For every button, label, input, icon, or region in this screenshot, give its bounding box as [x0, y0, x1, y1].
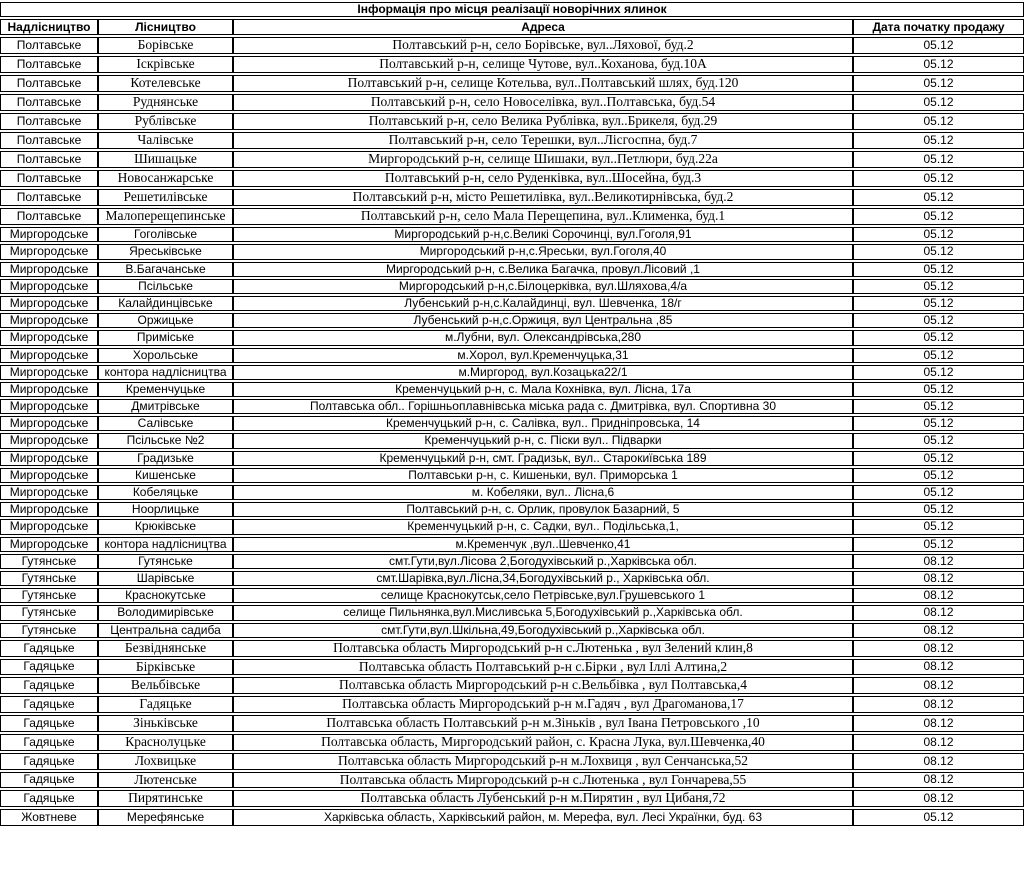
cell-date: 08.12 [853, 588, 1024, 603]
table-row [0, 348, 1024, 363]
cell-nadlisnytstvo: Полтавське [0, 113, 98, 130]
cell-lisnytstvo: Гутянське [98, 554, 233, 569]
cell-lisnytstvo: Малоперещепинське [98, 208, 233, 225]
cell-lisnytstvo: Дмитрівське [98, 399, 233, 414]
cell-address: Полтавський р-н, селище Чутове, вул..Коханова, буд.10А [233, 56, 853, 73]
cell-address: Полтавська область, Миргородський район, с. Красна Лука, вул.Шевченка,40 [233, 734, 853, 751]
cell-nadlisnytstvo: Полтавське [0, 94, 98, 111]
cell-lisnytstvo: Кобеляцьке [98, 485, 233, 500]
cell-address: Полтавська область Лубенський р-н м.Пирятин , вул Цибаня,72 [233, 790, 853, 807]
cell-nadlisnytstvo: Полтавське [0, 37, 98, 54]
cell-lisnytstvo: Іскрівське [98, 56, 233, 73]
table-row [0, 537, 1024, 552]
cell-address: Полтавський р-н, село Новоселівка, вул..Полтавська, буд.54 [233, 94, 853, 111]
cell-nadlisnytstvo: Полтавське [0, 132, 98, 149]
column-header-lisnytstvo: Лісництво [98, 19, 233, 35]
table-row [0, 37, 1024, 54]
table-title-row [0, 2, 1024, 17]
cell-date: 05.12 [853, 279, 1024, 294]
table-row [0, 279, 1024, 294]
cell-nadlisnytstvo: Гадяцьке [0, 753, 98, 770]
cell-nadlisnytstvo: Полтавське [0, 151, 98, 168]
table-row [0, 502, 1024, 517]
cell-date: 05.12 [853, 537, 1024, 552]
table-row [0, 809, 1024, 826]
cell-lisnytstvo: Руднянське [98, 94, 233, 111]
cell-nadlisnytstvo: Полтавське [0, 170, 98, 187]
cell-date: 05.12 [853, 113, 1024, 130]
cell-address: Полтавська область Миргородський р-н с.Лютенька , вул Гончарева,55 [233, 772, 853, 789]
cell-date: 05.12 [853, 170, 1024, 187]
cell-lisnytstvo: Центральна садиба [98, 623, 233, 638]
cell-nadlisnytstvo: Гадяцьке [0, 659, 98, 676]
table-row [0, 588, 1024, 603]
table-row [0, 56, 1024, 73]
cell-nadlisnytstvo: Полтавське [0, 208, 98, 225]
cell-address: Полтавська область Полтавський р-н м.Зіньків , вул Івана Петровського ,10 [233, 715, 853, 732]
cell-address: Полтавський р-н, селище Котельва, вул..Полтавський шлях, буд.120 [233, 75, 853, 92]
cell-lisnytstvo: Градизьке [98, 451, 233, 466]
cell-date: 08.12 [853, 696, 1024, 713]
table-row [0, 262, 1024, 277]
cell-date: 08.12 [853, 734, 1024, 751]
table-row [0, 170, 1024, 187]
cell-address: Кременчуцький р-н, с. Садки, вул.. Подільська,1, [233, 519, 853, 534]
cell-date: 05.12 [853, 416, 1024, 431]
table-row [0, 416, 1024, 431]
cell-nadlisnytstvo: Миргородське [0, 382, 98, 397]
cell-address: Миргородський р-н,с.Великі Сорочинці, вул.Гоголя,91 [233, 227, 853, 242]
cell-nadlisnytstvo: Миргородське [0, 433, 98, 448]
cell-nadlisnytstvo: Миргородське [0, 519, 98, 534]
cell-nadlisnytstvo: Миргородське [0, 244, 98, 259]
cell-date: 08.12 [853, 605, 1024, 620]
cell-nadlisnytstvo: Жовтневе [0, 809, 98, 826]
column-header-sale-start-date: Дата початку продажу [853, 19, 1024, 35]
cell-date: 08.12 [853, 677, 1024, 694]
cell-nadlisnytstvo: Гадяцьке [0, 734, 98, 751]
cell-date: 08.12 [853, 571, 1024, 586]
cell-address: Полтавський р-н, село Велика Рублівка, вул..Брикеля, буд.29 [233, 113, 853, 130]
table-row [0, 753, 1024, 770]
table-row [0, 244, 1024, 259]
cell-address: Кременчуцький р-н, с. Мала Кохнівка, вул. Лісна, 17а [233, 382, 853, 397]
cell-date: 05.12 [853, 485, 1024, 500]
cell-date: 05.12 [853, 382, 1024, 397]
cell-address: Полтавський р-н, село Мала Перещепина, вул..Клименка, буд.1 [233, 208, 853, 225]
cell-lisnytstvo: Котелевське [98, 75, 233, 92]
cell-address: Полтавський р-н, село Руденківка, вул..Шосейна, буд.3 [233, 170, 853, 187]
table-row [0, 623, 1024, 638]
cell-date: 08.12 [853, 715, 1024, 732]
cell-nadlisnytstvo: Гутянське [0, 588, 98, 603]
cell-lisnytstvo: Псільське [98, 279, 233, 294]
table-row [0, 696, 1024, 713]
cell-nadlisnytstvo: Миргородське [0, 296, 98, 311]
cell-date: 08.12 [853, 772, 1024, 789]
cell-address: Лубенський р-н,с.Оржиця, вул Центральна ,85 [233, 313, 853, 328]
cell-address: Харківська область, Харківський район, м. Мерефа, вул. Лесі Українки, буд. 63 [233, 809, 853, 826]
cell-address: смт.Гути,вул.Лісова 2,Богодухівський р.,Харківська обл. [233, 554, 853, 569]
cell-address: Полтавський р-н, с. Орлик, провулок Базарний, 5 [233, 502, 853, 517]
cell-date: 08.12 [853, 623, 1024, 638]
table-row [0, 677, 1024, 694]
cell-date: 05.12 [853, 94, 1024, 111]
cell-nadlisnytstvo: Гутянське [0, 571, 98, 586]
table-row [0, 151, 1024, 168]
cell-address: м.Кременчук ,вул..Шевченко,41 [233, 537, 853, 552]
cell-address: селище Краснокутськ,село Петрівське,вул.Грушевського 1 [233, 588, 853, 603]
cell-lisnytstvo: Борівське [98, 37, 233, 54]
cell-date: 05.12 [853, 151, 1024, 168]
cell-address: Полтавський р-н, село Терешки, вул..Лісгоспна, буд.7 [233, 132, 853, 149]
cell-nadlisnytstvo: Миргородське [0, 485, 98, 500]
cell-date: 05.12 [853, 244, 1024, 259]
column-header-nadlisnytstvo: Надлісництво [0, 19, 98, 35]
cell-lisnytstvo: Чалівське [98, 132, 233, 149]
cell-date: 05.12 [853, 37, 1024, 54]
cell-nadlisnytstvo: Миргородське [0, 399, 98, 414]
cell-address: смт.Гути,вул.Шкільна,49,Богодухівський р.,Харківська обл. [233, 623, 853, 638]
cell-date: 05.12 [853, 348, 1024, 363]
cell-nadlisnytstvo: Миргородське [0, 262, 98, 277]
cell-date: 05.12 [853, 433, 1024, 448]
cell-address: м.Лубни, вул. Олександрівська,280 [233, 330, 853, 345]
cell-lisnytstvo: контора надлісництва [98, 365, 233, 380]
cell-nadlisnytstvo: Гутянське [0, 554, 98, 569]
cell-nadlisnytstvo: Миргородське [0, 348, 98, 363]
cell-date: 05.12 [853, 56, 1024, 73]
cell-date: 05.12 [853, 296, 1024, 311]
cell-lisnytstvo: Мерефянське [98, 809, 233, 826]
cell-nadlisnytstvo: Гадяцьке [0, 677, 98, 694]
cell-date: 08.12 [853, 659, 1024, 676]
cell-date: 05.12 [853, 468, 1024, 483]
cell-lisnytstvo: Рублівське [98, 113, 233, 130]
cell-date: 05.12 [853, 132, 1024, 149]
cell-nadlisnytstvo: Миргородське [0, 313, 98, 328]
cell-lisnytstvo: Краснокутське [98, 588, 233, 603]
cell-nadlisnytstvo: Гадяцьке [0, 715, 98, 732]
cell-address: Полтавський р-н, село Борівське, вул..Ляхової, буд.2 [233, 37, 853, 54]
table-row [0, 734, 1024, 751]
cell-address: Миргородський р-н, селище Шишаки, вул..Петлюри, буд.22а [233, 151, 853, 168]
table-row [0, 519, 1024, 534]
cell-address: Полтавська обл.. Горішньоплавнівська міська рада с. Дмитрівка, вул. Спортивна 30 [233, 399, 853, 414]
table-row [0, 330, 1024, 345]
table-row [0, 208, 1024, 225]
cell-nadlisnytstvo: Гадяцьке [0, 696, 98, 713]
cell-date: 05.12 [853, 809, 1024, 826]
table-header-row [0, 19, 1024, 35]
cell-lisnytstvo: Кишенське [98, 468, 233, 483]
cell-date: 08.12 [853, 790, 1024, 807]
table-row [0, 468, 1024, 483]
cell-date: 08.12 [853, 640, 1024, 657]
cell-address: Миргородський р-н, с.Велика Багачка, провул.Лісовий ,1 [233, 262, 853, 277]
cell-lisnytstvo: Псільське №2 [98, 433, 233, 448]
cell-address: Кременчуцький р-н, смт. Градизьк, вул.. Старокиївська 189 [233, 451, 853, 466]
cell-lisnytstvo: Безвіднянське [98, 640, 233, 657]
cell-nadlisnytstvo: Гадяцьке [0, 772, 98, 789]
table-row [0, 227, 1024, 242]
table-row [0, 189, 1024, 206]
table-row [0, 605, 1024, 620]
cell-nadlisnytstvo: Полтавське [0, 75, 98, 92]
cell-address: Лубенський р-н,с.Калайдинці, вул. Шевченка, 18/г [233, 296, 853, 311]
cell-lisnytstvo: Володимирівське [98, 605, 233, 620]
cell-address: Миргородський р-н,с.Білоцерківка, вул.Шляхова,4/а [233, 279, 853, 294]
cell-lisnytstvo: Салівське [98, 416, 233, 431]
cell-lisnytstvo: Бірківське [98, 659, 233, 676]
table-row [0, 571, 1024, 586]
cell-address: селище Пильнянка,вул.Мисливська 5,Богодухівський р.,Харківська обл. [233, 605, 853, 620]
cell-address: Кременчуцький р-н, с. Піски вул.. Підварки [233, 433, 853, 448]
cell-date: 05.12 [853, 262, 1024, 277]
cell-lisnytstvo: контора надлісництва [98, 537, 233, 552]
table-row [0, 554, 1024, 569]
cell-address: Полтавська область Миргородський р-н м.Гадяч , вул Драгоманова,17 [233, 696, 853, 713]
table-body [0, 37, 1024, 826]
cell-lisnytstvo: Решетилівське [98, 189, 233, 206]
cell-lisnytstvo: Шишацьке [98, 151, 233, 168]
table-title: Інформація про місця реалізації новорічних ялинок [0, 2, 1024, 17]
cell-address: Полтавська область Полтавський р-н с.Бірки , вул Іллі Алтина,2 [233, 659, 853, 676]
cell-address: Полтавськи р-н, с. Кишеньки, вул. Приморська 1 [233, 468, 853, 483]
cell-address: м. Кобеляки, вул.. Лісна,6 [233, 485, 853, 500]
table-row [0, 640, 1024, 657]
table-row [0, 715, 1024, 732]
cell-nadlisnytstvo: Гадяцьке [0, 790, 98, 807]
cell-nadlisnytstvo: Миргородське [0, 279, 98, 294]
cell-lisnytstvo: Гоголівське [98, 227, 233, 242]
cell-lisnytstvo: В.Багачанське [98, 262, 233, 277]
cell-address: м.Хорол, вул.Кременчуцька,31 [233, 348, 853, 363]
table-row [0, 399, 1024, 414]
cell-lisnytstvo: Кременчуцьке [98, 382, 233, 397]
cell-date: 05.12 [853, 502, 1024, 517]
table-row [0, 94, 1024, 111]
cell-nadlisnytstvo: Гадяцьке [0, 640, 98, 657]
cell-nadlisnytstvo: Гутянське [0, 623, 98, 638]
cell-address: Полтавська область Миргородський р-н м.Лохвиця , вул Сенчанська,52 [233, 753, 853, 770]
cell-date: 05.12 [853, 451, 1024, 466]
cell-nadlisnytstvo: Миргородське [0, 537, 98, 552]
cell-nadlisnytstvo: Полтавське [0, 189, 98, 206]
cell-nadlisnytstvo: Миргородське [0, 365, 98, 380]
table-row [0, 772, 1024, 789]
cell-lisnytstvo: Лютенське [98, 772, 233, 789]
table-row [0, 313, 1024, 328]
cell-lisnytstvo: Яреськівське [98, 244, 233, 259]
cell-lisnytstvo: Оржицьке [98, 313, 233, 328]
table-row [0, 659, 1024, 676]
cell-date: 05.12 [853, 519, 1024, 534]
cell-lisnytstvo: Гадяцьке [98, 696, 233, 713]
cell-nadlisnytstvo: Миргородське [0, 468, 98, 483]
cell-address: Кременчуцький р-н, с. Салівка, вул.. Придніпровська, 14 [233, 416, 853, 431]
cell-date: 05.12 [853, 189, 1024, 206]
cell-lisnytstvo: Пирятинське [98, 790, 233, 807]
table-row [0, 113, 1024, 130]
table-row [0, 485, 1024, 500]
cell-address: м.Миргород, вул.Козацька22/1 [233, 365, 853, 380]
cell-nadlisnytstvo: Миргородське [0, 416, 98, 431]
cell-lisnytstvo: Шарівське [98, 571, 233, 586]
table-row [0, 790, 1024, 807]
table-row [0, 132, 1024, 149]
cell-lisnytstvo: Калайдинцівське [98, 296, 233, 311]
cell-lisnytstvo: Краснолуцьке [98, 734, 233, 751]
column-header-address: Адреса [233, 19, 853, 35]
table-row [0, 296, 1024, 311]
cell-date: 05.12 [853, 330, 1024, 345]
cell-date: 05.12 [853, 313, 1024, 328]
cell-nadlisnytstvo: Миргородське [0, 227, 98, 242]
cell-lisnytstvo: Крюківське [98, 519, 233, 534]
cell-lisnytstvo: Зіньківське [98, 715, 233, 732]
cell-lisnytstvo: Хорольське [98, 348, 233, 363]
cell-lisnytstvo: Приміське [98, 330, 233, 345]
cell-date: 05.12 [853, 365, 1024, 380]
cell-date: 05.12 [853, 399, 1024, 414]
cell-address: смт.Шарівка,вул.Лісна,34,Богодухівський р., Харківська обл. [233, 571, 853, 586]
table-row [0, 451, 1024, 466]
table-row [0, 365, 1024, 380]
cell-lisnytstvo: Лохвицьке [98, 753, 233, 770]
table-row [0, 382, 1024, 397]
table-row [0, 75, 1024, 92]
cell-nadlisnytstvo: Миргородське [0, 502, 98, 517]
cell-address: Полтавська область Миргородський р-н с.Вельбівка , вул Полтавська,4 [233, 677, 853, 694]
cell-date: 08.12 [853, 554, 1024, 569]
cell-address: Полтавський р-н, місто Решетилівка, вул..Великотирнівська, буд.2 [233, 189, 853, 206]
cell-nadlisnytstvo: Полтавське [0, 56, 98, 73]
table-row [0, 433, 1024, 448]
cell-lisnytstvo: Новосанжарське [98, 170, 233, 187]
cell-lisnytstvo: Вельбівське [98, 677, 233, 694]
cell-nadlisnytstvo: Миргородське [0, 451, 98, 466]
cell-date: 05.12 [853, 208, 1024, 225]
cell-date: 05.12 [853, 227, 1024, 242]
cell-date: 05.12 [853, 75, 1024, 92]
cell-nadlisnytstvo: Гутянське [0, 605, 98, 620]
cell-lisnytstvo: Ноорлицьке [98, 502, 233, 517]
cell-nadlisnytstvo: Миргородське [0, 330, 98, 345]
cell-date: 08.12 [853, 753, 1024, 770]
cell-address: Полтавська область Миргородський р-н с.Лютенька , вул Зелений клин,8 [233, 640, 853, 657]
cell-address: Миргородський р-н,с.Яреськи, вул.Гоголя,40 [233, 244, 853, 259]
